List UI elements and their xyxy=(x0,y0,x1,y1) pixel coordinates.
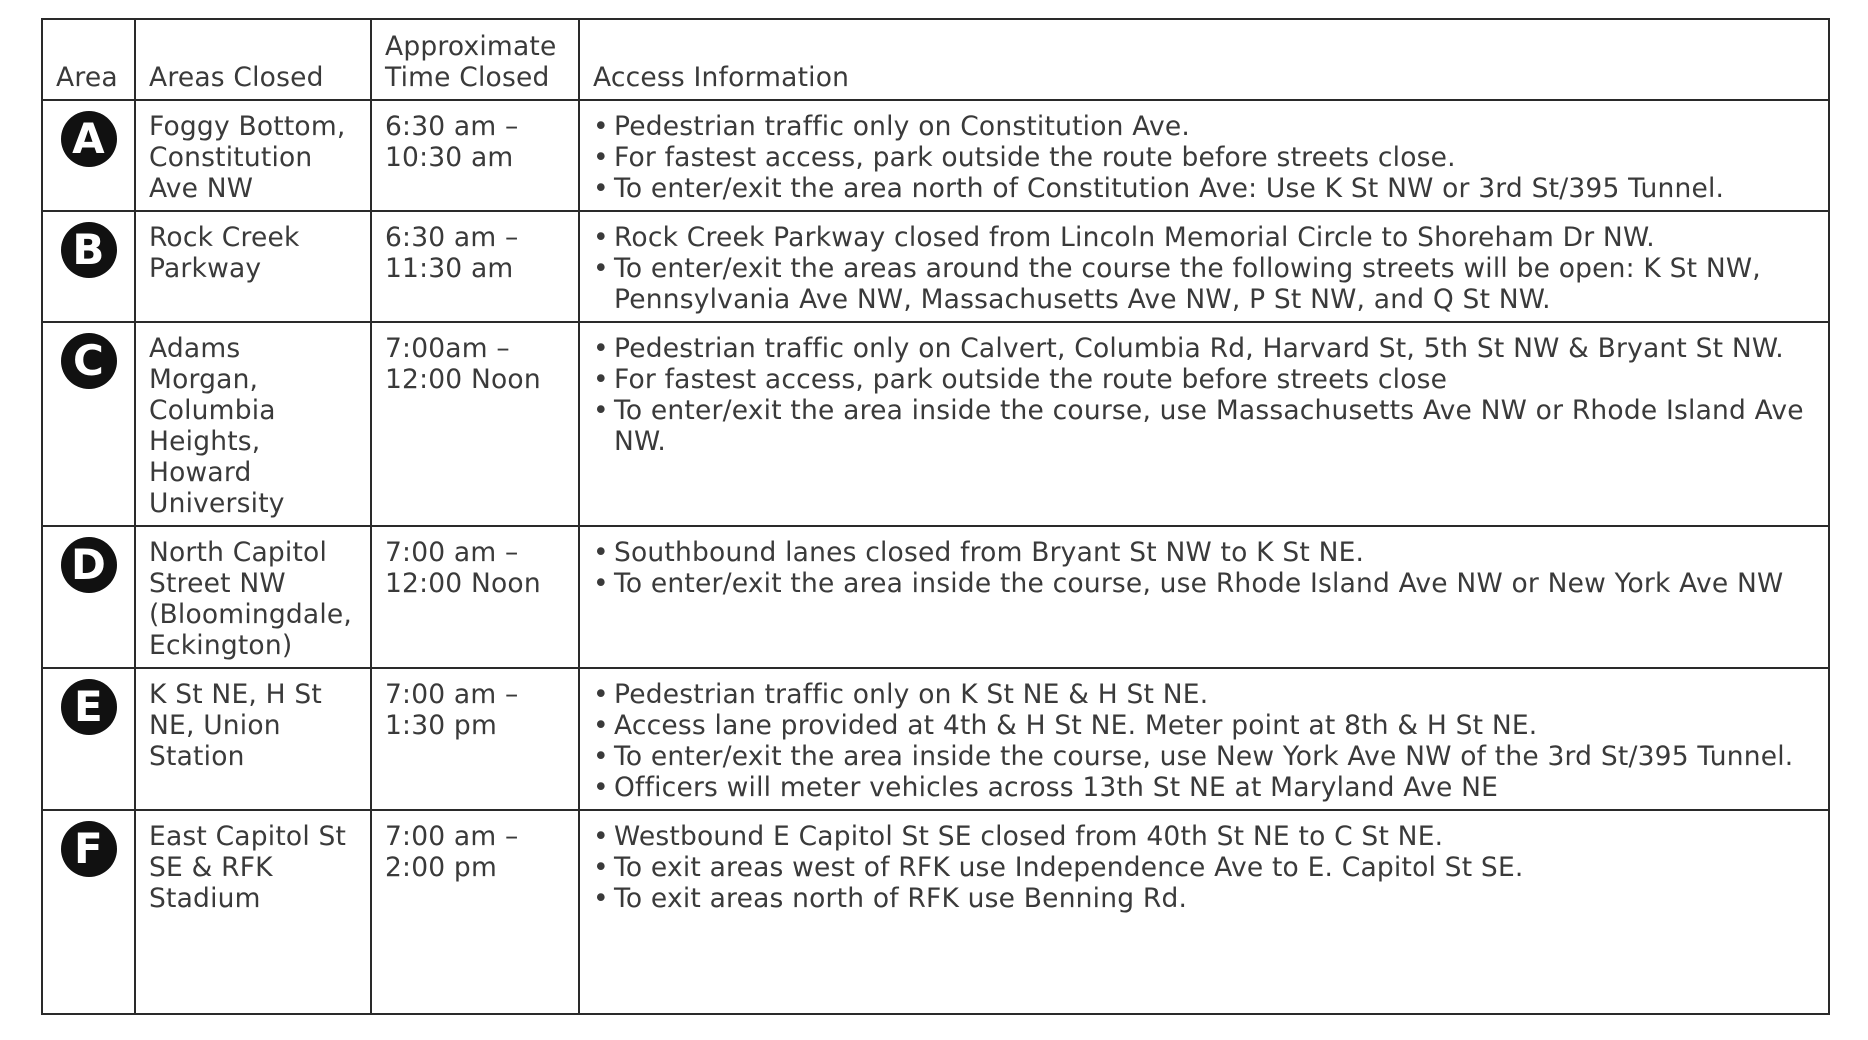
bullet-icon: • xyxy=(593,395,609,426)
access-info-text: To enter/exit the area inside the course, use New York Ave NW of the 3rd St/395 Tunnel. xyxy=(614,741,1794,772)
area-letter-badge-icon: C xyxy=(61,333,117,389)
access-info-item xyxy=(593,883,1815,914)
bullet-icon: • xyxy=(593,333,609,364)
access-info-text: Pedestrian traffic only on Calvert, Columbia Rd, Harvard St, 5th St NW & Bryant St NW. xyxy=(614,333,1784,364)
area-letter-badge-icon: F xyxy=(61,821,117,877)
bullet-icon: • xyxy=(593,821,609,852)
access-info-item xyxy=(593,333,1815,364)
table-body xyxy=(42,100,1829,1014)
access-info-item xyxy=(593,741,1815,772)
access-info-item xyxy=(593,111,1815,142)
access-info-item xyxy=(593,772,1815,803)
bullet-icon: • xyxy=(593,222,609,253)
access-info-text: Access lane provided at 4th & H St NE. Meter point at 8th & H St NE. xyxy=(614,710,1538,741)
areas-closed-cell: East Capitol St SE & RFK Stadium xyxy=(135,810,371,1014)
time-closed-cell xyxy=(371,100,579,211)
bullet-icon: • xyxy=(593,679,609,710)
areas-closed-cell: Adams Morgan, Columbia Heights, Howard University xyxy=(135,322,371,526)
access-info-cell xyxy=(579,810,1829,1014)
table-row xyxy=(42,668,1829,810)
time-end: 11:30 am xyxy=(385,253,514,284)
area-cell xyxy=(42,810,135,1014)
area-cell xyxy=(42,211,135,322)
area-letter-badge-icon: A xyxy=(61,111,117,167)
header-time-closed xyxy=(371,19,579,100)
time-start: 7:00 am – xyxy=(385,537,519,568)
access-info-item xyxy=(593,173,1815,204)
bullet-icon: • xyxy=(593,537,609,568)
time-end: 10:30 am xyxy=(385,142,514,173)
area-letter-badge-icon: D xyxy=(61,537,117,593)
bullet-icon: • xyxy=(593,710,609,741)
header-time-closed-line1: Approximate xyxy=(385,31,557,62)
table-row xyxy=(42,100,1829,211)
bullet-icon: • xyxy=(593,568,609,599)
header-access-info: Access Information xyxy=(579,19,1829,100)
time-closed-cell xyxy=(371,810,579,1014)
access-info-text: Westbound E Capitol St SE closed from 40th St NE to C St NE. xyxy=(614,821,1444,852)
areas-closed-cell: K St NE, H St NE, Union Station xyxy=(135,668,371,810)
time-end: 12:00 Noon xyxy=(385,568,541,599)
time-start: 7:00 am – xyxy=(385,821,519,852)
access-info-text: To exit areas west of RFK use Independence Ave to E. Capitol St SE. xyxy=(614,852,1524,883)
time-closed-cell xyxy=(371,526,579,668)
bullet-icon: • xyxy=(593,772,609,803)
access-info-text: To enter/exit the areas around the course the following streets will be open: K St NW, Pennsylvania Ave NW, Massachusetts Ave NW, P St NW, and Q St NW. xyxy=(614,253,1761,315)
area-letter-badge-icon: B xyxy=(61,222,117,278)
access-info-item xyxy=(593,364,1815,395)
access-info-item xyxy=(593,679,1815,710)
table-row xyxy=(42,322,1829,526)
access-info-text: Southbound lanes closed from Bryant St NW to K St NE. xyxy=(614,537,1365,568)
table-row xyxy=(42,810,1829,1014)
access-info-item xyxy=(593,222,1815,253)
access-info-text: To exit areas north of RFK use Benning Rd. xyxy=(614,883,1188,914)
time-closed-cell xyxy=(371,322,579,526)
access-info-text: Rock Creek Parkway closed from Lincoln Memorial Circle to Shoreham Dr NW. xyxy=(614,222,1655,253)
access-info-item xyxy=(593,568,1815,599)
time-closed-cell xyxy=(371,211,579,322)
bullet-icon: • xyxy=(593,111,609,142)
header-area: Area xyxy=(42,19,135,100)
areas-closed-cell: Foggy Bottom, Constitution Ave NW xyxy=(135,100,371,211)
access-info-item xyxy=(593,852,1815,883)
bullet-icon: • xyxy=(593,852,609,883)
access-info-text: Officers will meter vehicles across 13th St NE at Maryland Ave NE xyxy=(614,772,1499,803)
access-info-text: Pedestrian traffic only on K St NE & H St NE. xyxy=(614,679,1209,710)
time-start: 6:30 am – xyxy=(385,222,519,253)
access-info-item xyxy=(593,253,1815,315)
access-info-cell xyxy=(579,211,1829,322)
access-info-cell xyxy=(579,100,1829,211)
time-closed-cell xyxy=(371,668,579,810)
access-info-cell xyxy=(579,322,1829,526)
access-info-text: Pedestrian traffic only on Constitution Ave. xyxy=(614,111,1191,142)
header-row xyxy=(42,19,1829,100)
bullet-icon: • xyxy=(593,883,609,914)
bullet-icon: • xyxy=(593,364,609,395)
access-info-item xyxy=(593,821,1815,852)
header-areas-closed: Areas Closed xyxy=(135,19,371,100)
header-time-closed-line2: Time Closed xyxy=(385,62,550,93)
access-info-text: For fastest access, park outside the route before streets close. xyxy=(614,142,1456,173)
access-info-text: For fastest access, park outside the route before streets close xyxy=(614,364,1448,395)
road-closures-table xyxy=(41,18,1830,1015)
area-cell xyxy=(42,668,135,810)
access-info-text: To enter/exit the area north of Constitution Ave: Use K St NW or 3rd St/395 Tunnel. xyxy=(614,173,1725,204)
area-cell xyxy=(42,526,135,668)
time-end: 12:00 Noon xyxy=(385,364,541,395)
time-start: 7:00 am – xyxy=(385,679,519,710)
access-info-text: To enter/exit the area inside the course, use Rhode Island Ave NW or New York Ave NW xyxy=(614,568,1784,599)
bullet-icon: • xyxy=(593,173,609,204)
time-end: 2:00 pm xyxy=(385,852,497,883)
bullet-icon: • xyxy=(593,741,609,772)
bullet-icon: • xyxy=(593,253,609,284)
access-info-cell xyxy=(579,526,1829,668)
table-row xyxy=(42,526,1829,668)
time-start: 7:00am – xyxy=(385,333,510,364)
access-info-item xyxy=(593,710,1815,741)
areas-closed-cell: North Capitol Street NW (Bloomingdale, Eckington) xyxy=(135,526,371,668)
time-end: 1:30 pm xyxy=(385,710,497,741)
area-letter-badge-icon: E xyxy=(61,679,117,735)
access-info-cell xyxy=(579,668,1829,810)
area-cell xyxy=(42,100,135,211)
time-start: 6:30 am – xyxy=(385,111,519,142)
access-info-item xyxy=(593,537,1815,568)
access-info-item xyxy=(593,142,1815,173)
access-info-item xyxy=(593,395,1815,457)
area-cell xyxy=(42,322,135,526)
bullet-icon: • xyxy=(593,142,609,173)
access-info-text: To enter/exit the area inside the course, use Massachusetts Ave NW or Rhode Island Ave NW. xyxy=(614,395,1804,457)
areas-closed-cell: Rock Creek Parkway xyxy=(135,211,371,322)
table-row xyxy=(42,211,1829,322)
